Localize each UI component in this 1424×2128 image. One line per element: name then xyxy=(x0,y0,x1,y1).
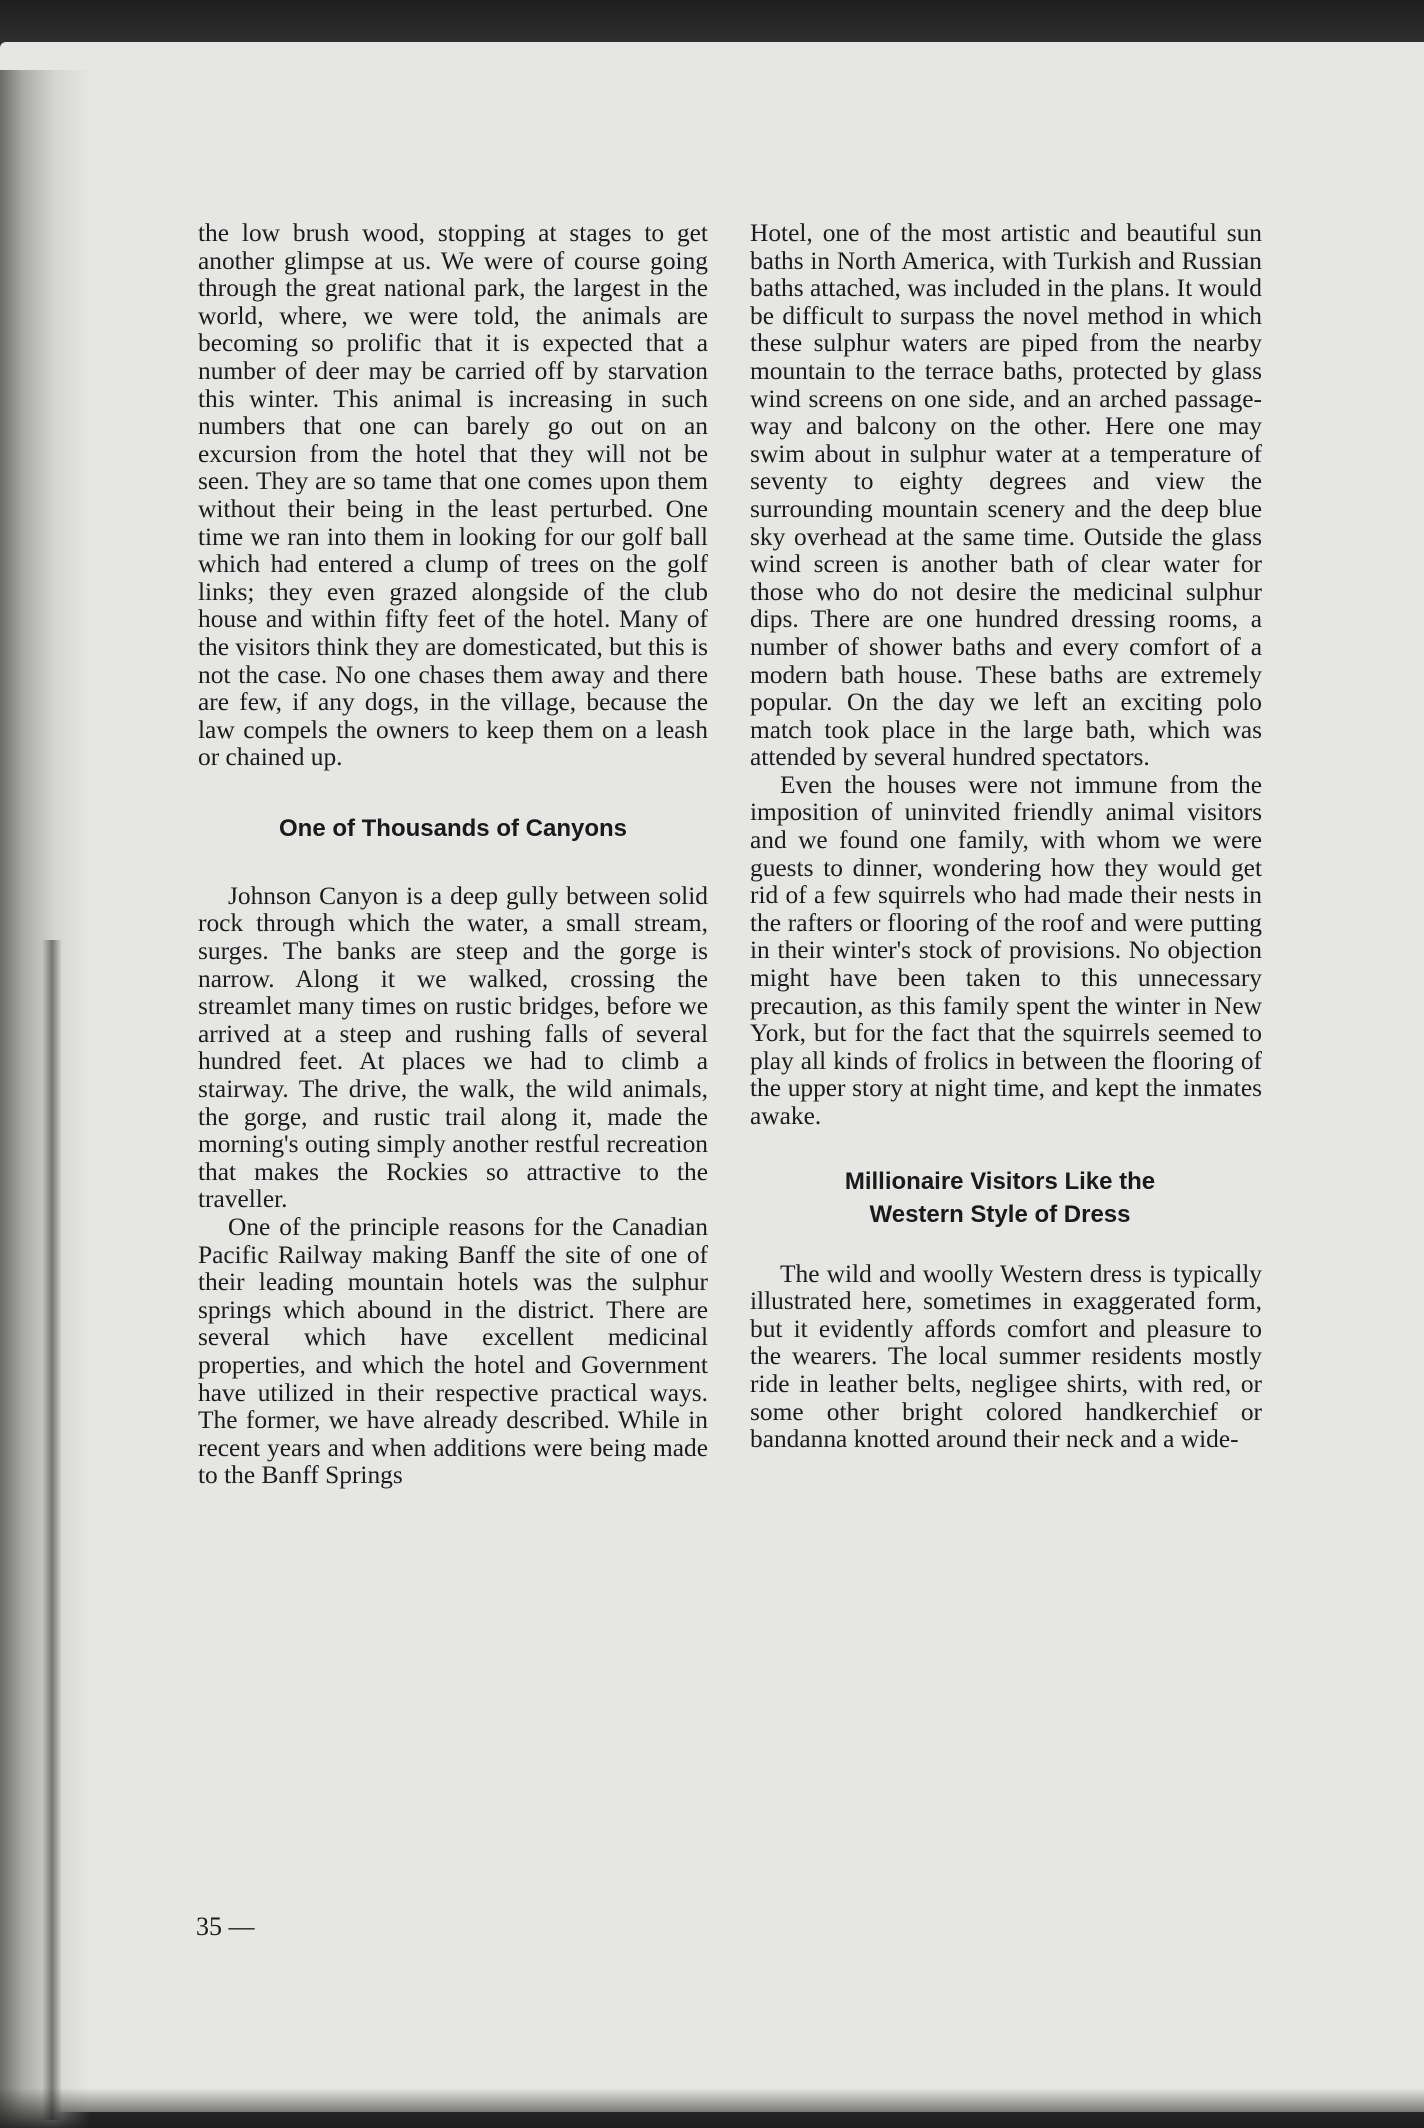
right-column xyxy=(750,220,1262,1454)
left-paragraph-3: One of the principle reasons for the Canadian Pacific Railway making Banff the site of one of their leading mountain hotels was the sulphur springs which abound in the district. There are several which have excellent medicinal properties, and which the hotel and Government have utilized in their respective practical ways. The former, we have already described. While in recent years and when additions were being made to the Banff Springs xyxy=(198,1213,708,1490)
right-paragraph-3: The wild and woolly Western dress is typically illustrated here, sometimes in exaggerated form, but it evidently affords comfort and pleasure to the wearers. The local summer residents mostly ride in leather belts, negligee shirts, with red, or some other bright colored handkerchief or bandanna knotted around their neck and a wide- xyxy=(750,1259,1262,1454)
section-heading-dress xyxy=(750,1165,1250,1231)
right-paragraph-2: Even the houses were not immune from the imposition of uninvited friendly animal visitors and we found one family, with whom we were guests to dinner, wondering how they would get rid of a few squirrels who had made their nests in the rafters or flooring of the roof and were putting in their winter's stock of provisions. No objection might have been taken to this unnecessary precaution, as this family spent the winter in New York, but for the fact that the squirrels seemed to play all kinds of frolics in between the flooring of the upper story at night time, and kept the inmates awake. xyxy=(750,770,1262,1130)
left-column xyxy=(198,220,708,1490)
section-heading-dress-line-2: Western Style of Dress xyxy=(869,1200,1131,1228)
section-heading-canyons: One of Thousands of Canyons xyxy=(278,814,627,842)
section-heading-dress-line-1: Millionaire Visitors Like the xyxy=(844,1167,1156,1195)
left-paragraph-2: Johnson Canyon is a deep gully between solid rock through which the water, a small stream, surges. The banks are steep and the gorge is narrow. Along it we walked, crossing the streamlet many times on rustic bridges, before we arrived at a steep and rushing falls of several hundred feet. At places we had to climb a stairway. The drive, the walk, the wild animals, the gorge, and rustic trail along it, made the morning's outing simply another restful recreation that makes the Rockies so attractive to the traveller. xyxy=(198,881,708,1214)
torn-binding-edge xyxy=(42,940,62,2120)
right-paragraph-1: Hotel, one of the most artistic and beautiful sun baths in North America, with Turkish and Russian baths attached, was included in the plans. It would be difficult to surpass the novel method in which these sulphur waters are piped from the nearby mountain to the terrace baths, protected by glass wind screens on one side, and an arched passage-way and balcony on the other. Here one may swim about in sulphur water at a temperature of seventy to eighty degrees and view the surrounding mountain scenery and the deep blue sky overhead at the same time. Outside the glass wind screen is another bath of clear water for those who do not desire the medicinal sulphur dips. There are one hundred dressing rooms, a number of shower baths and every comfort of a modern bath house. These baths are extremely popular. On the day we left an exciting polo match took place in the large bath, which was attended by several hundred spectators. xyxy=(750,219,1262,772)
scan-bottom-border xyxy=(0,2088,1424,2128)
page-number: 35 — xyxy=(196,1912,255,1941)
left-paragraph-1: the low brush wood, stopping at stages to get another glimpse at us. We were of course going through the great national park, the largest in the world, where, we were told, the animals are becoming so prolific that it is expected that a number of deer may be carried off by starvation this winter. This animal is increasing in such numbers that one can barely go out on an excursion from the hotel that they will not be seen. They are so tame that one comes upon them without their being in the least perturbed. One time we ran into them in looking for our golf ball which had entered a clump of trees on the golf links; they even grazed alongside of the club house and within fifty feet of the hotel. Many of the visitors think they are domesticated, but this is not the case. No one chases them away and there are few, if any dogs, in the village, because the law compels the owners to keep them on a leash or chained up. xyxy=(198,219,708,772)
